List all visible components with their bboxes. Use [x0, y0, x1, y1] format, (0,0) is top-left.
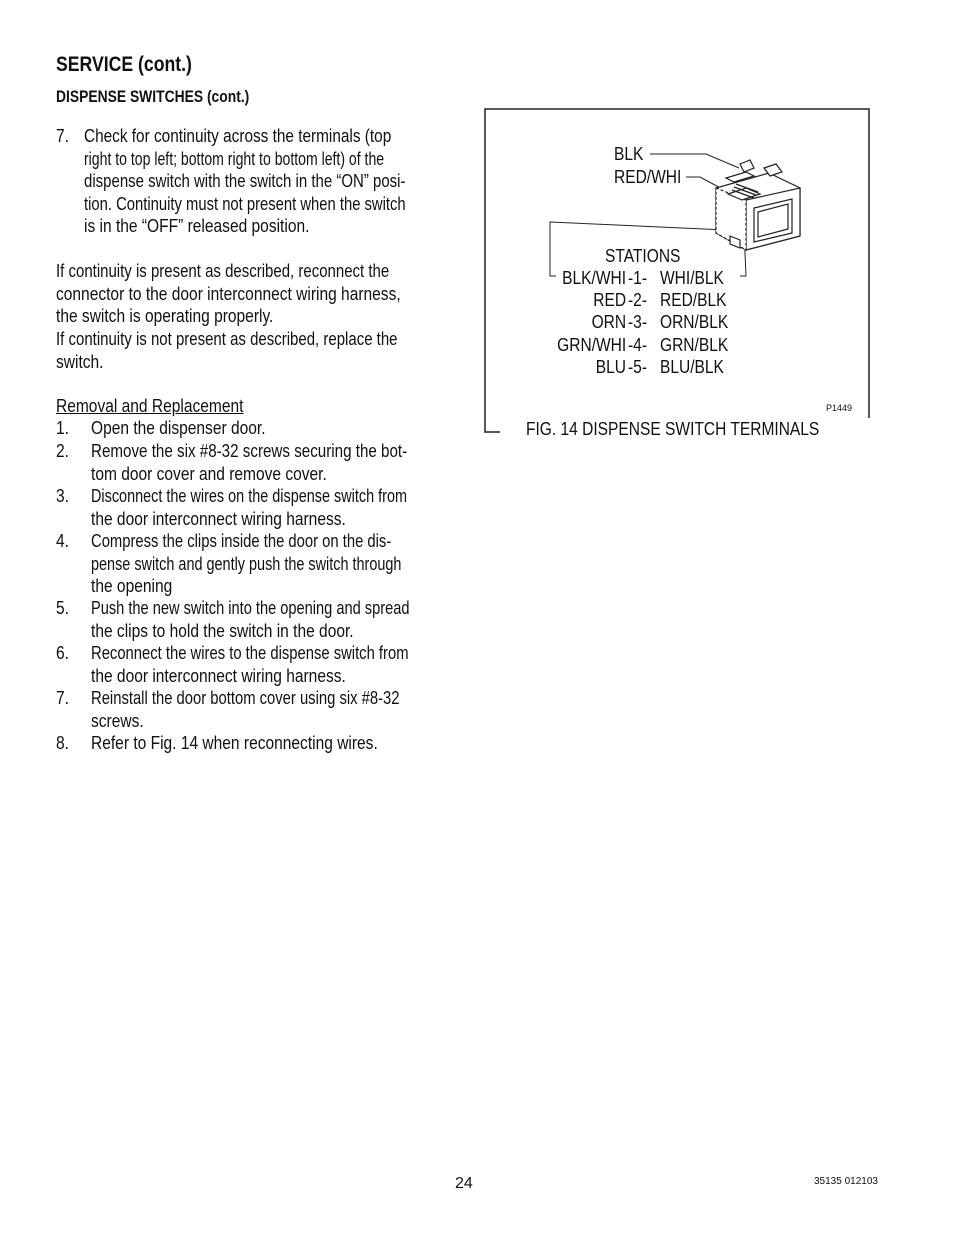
step-text-line: is in the “OFF” released position.	[84, 215, 310, 237]
switch-drawing	[716, 160, 800, 250]
step-number: 7.	[56, 687, 69, 708]
wire-label-blk: BLK	[614, 143, 644, 164]
step-number: 6.	[56, 642, 69, 663]
figure-caption: FIG. 14 DISPENSE SWITCH TERMINALS	[522, 418, 879, 440]
step-number: 7.	[56, 125, 69, 146]
document-code: 35135 012103	[814, 1176, 878, 1187]
continuity-absent-paragraph: If continuity is not present as described, replace the switch.	[56, 328, 398, 372]
step-text-line: dispense switch with the switch in the “ON” posi-	[84, 170, 406, 192]
page-title: SERVICE (cont.)	[56, 53, 192, 76]
step-number: 8.	[56, 732, 69, 753]
figure-code: P1449	[826, 403, 853, 413]
section-subtitle: DISPENSE SWITCHES (cont.)	[56, 88, 250, 106]
step-number: 2.	[56, 440, 69, 461]
continuity-present-paragraph: If continuity is present as described, reconnect the connector to the door interconnect wiring harness, the switch is operating properly.	[56, 260, 401, 327]
step-number: 1.	[56, 417, 69, 438]
step-text-line: right to top left; bottom right to bottom left) of the	[84, 147, 385, 169]
figure-dispense-switch-terminals: BLK RED/WHI STATIONS BLK/WHI -1- WHI/BLK RED -2- RED/BLK ORN -3- ORN/BLK GRN/WHI -4- GRN/BLK BLU -5- BLU/BLK P1449 FIG. 14 DISPENSE SWITCH TERMINALS	[484, 108, 874, 438]
wire-label-red-whi: RED/WHI	[614, 166, 682, 187]
step-number: 5.	[56, 597, 69, 618]
step-number: 4.	[56, 530, 69, 551]
step-text-line: tion. Continuity must not present when the switch	[84, 192, 406, 214]
step-number: 3.	[56, 485, 69, 506]
removal-heading: Removal and Replacement	[56, 395, 244, 416]
stations-heading: STATIONS	[605, 245, 681, 266]
page-number: 24	[455, 1175, 473, 1192]
step-text-line: Check for continuity across the terminals (top	[84, 125, 392, 146]
